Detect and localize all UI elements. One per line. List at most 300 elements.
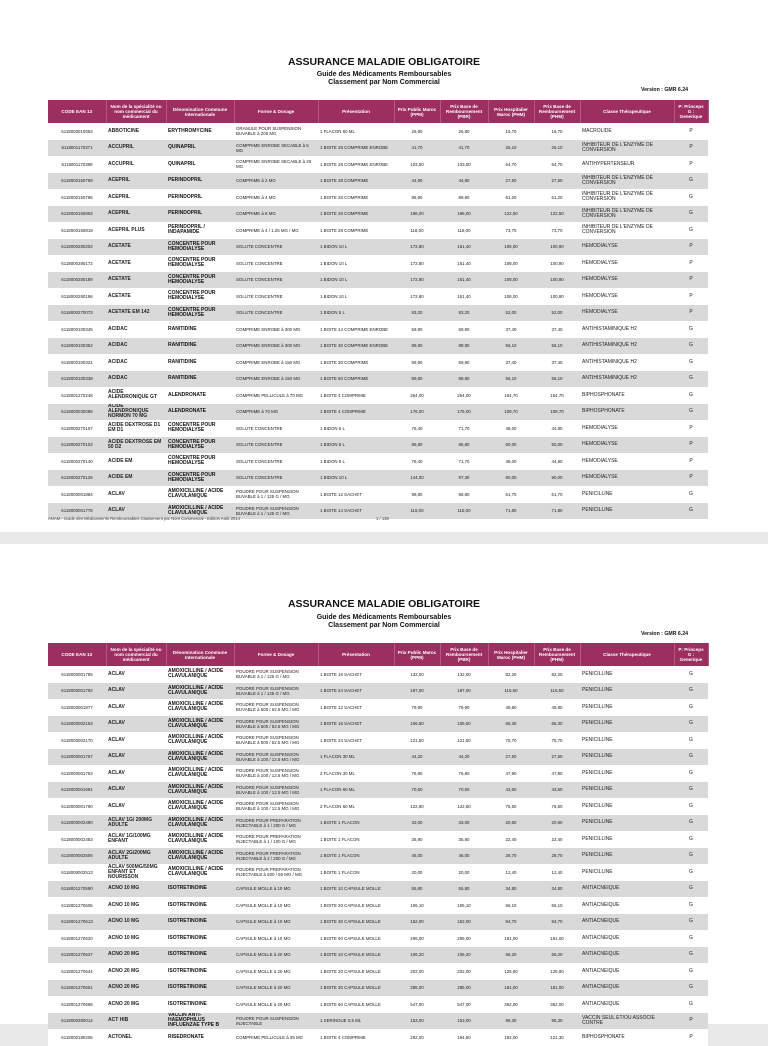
cell-presentation: 1 BOITE 28 COMPRIME [318,222,394,239]
cell-forme: COMPRIME ENROBE à 150 MG [234,354,318,371]
cell-ppm: 59,90 [394,354,440,371]
cell-pbrh: 28,70 [534,848,580,865]
col-header-ean: CODE EAN 13 [48,643,106,666]
cell-presentation: 1 BIDON 10 L [318,272,394,289]
cell-pbrh: 73,70 [534,222,580,239]
cell-nom: ACLAV [106,503,166,520]
cell-dci: CONCENTRE POUR HEMODIALYSE [166,272,234,289]
table-header-row [48,100,708,123]
cell-nom: ACT HIB [106,1013,166,1030]
table-row [48,288,708,305]
cell-dci: AMOXICILLINE / ACIDE CLAVULANIQUE [166,864,234,881]
col-header-phm: Prix Hospitalier Maroc (PHM) [488,643,534,666]
cell-ppm: 46,00 [394,848,440,865]
col-header-pbr: Prix Base de Remboursement (PBR) [440,100,488,123]
cell-ean: 6118001170388 [48,156,106,173]
cell-presentation: 1 BOITE 4 COMPRIME [318,404,394,421]
cell-ean: 6118000150819 [48,222,106,239]
cell-ean: 6118001270637 [48,947,106,964]
table-row [48,140,708,157]
cell-ean: 6118000100345 [48,321,106,338]
cell-pbrh: 50,00 [534,437,580,454]
col-header-ppm: Prix Public Maroc (PPM) [394,100,440,123]
cell-classe: PENICILLINE [580,798,674,815]
cell-ean: 6118000280202 [48,239,106,256]
cell-nom: ACLAV 1G/100MG ENFANT [106,831,166,848]
cell-pg: P [674,239,708,256]
cell-phm: 48,00 [488,420,534,437]
cell-ean: 6118000001884 [48,486,106,503]
cell-dci: CONCENTRE POUR HEMODIALYSE [166,255,234,272]
cell-pbrh: 66,20 [534,947,580,964]
cell-dci: AMOXICILLINE / ACIDE CLAVULANIQUE [166,666,234,683]
cell-pg: P [674,420,708,437]
cell-presentation: 1 SERINGUE 0,5 ML [318,1013,394,1030]
cell-pg: G [674,815,708,832]
cell-phm: 37,40 [488,354,534,371]
cell-ppm: 196,00 [394,206,440,223]
document-title: ASSURANCE MALADIE OBLIGATOIRE [287,56,481,68]
cell-nom: ACETATE [106,239,166,256]
col-header-pg: P: Princeps G : Generique [674,100,708,123]
cell-forme: SOLUTE CONCENTRE [234,239,318,256]
cell-forme: COMPRIME PELLICULE à 35 MG [234,1029,318,1046]
table-row [48,1029,708,1046]
cell-pbr: 161,40 [440,272,488,289]
cell-pbr: 71,70 [440,453,488,470]
cell-pbrh: 27,50 [534,173,580,190]
cell-phm: 47,90 [488,765,534,782]
cell-ppm: 121,50 [394,732,440,749]
cell-pbr: 121,50 [440,732,488,749]
cell-ppm: 59,90 [394,321,440,338]
table-row [48,732,708,749]
cell-ppm: 98,90 [394,189,440,206]
table-row [48,123,708,140]
cell-dci: CONCENTRE POUR HEMODIALYSE [166,239,234,256]
cell-presentation: 1 BOITE 60 COMPRIME [318,371,394,388]
cell-nom: ACNO 10 MG [106,881,166,898]
cell-pg: P [674,156,708,173]
cell-forme: POUDRE POUR SUSPENSION BUVABLE à 500 / 62.5 MG / MG [234,716,318,733]
cell-ean: 6118001270606 [48,897,106,914]
cell-dci: QUINAPRIL [166,140,234,157]
cell-forme: CAPSULE MOLLE à 10 MG [234,897,318,914]
cell-dci: ISOTRETINOINE [166,914,234,931]
cell-ppm: 76,80 [394,765,440,782]
cell-nom: ACETATE [106,255,166,272]
version-label: Version : GMR 6.24 [641,87,688,93]
cell-phm: 75,70 [488,732,534,749]
cell-phm: 82,20 [488,666,534,683]
table-row [48,798,708,815]
cell-pbr: 161,40 [440,288,488,305]
cell-pbrh: 100,90 [534,288,580,305]
cell-phm: 108,00 [488,255,534,272]
cell-ppm: 547,00 [394,996,440,1013]
cell-ppm: 144,00 [394,470,440,487]
cell-pbr: 187,00 [440,683,488,700]
cell-ean: 6118000150802 [48,206,106,223]
table-row [48,387,708,404]
cell-pbrh: 37,40 [534,321,580,338]
cell-pbr: 118,00 [440,222,488,239]
cell-pg: G [674,189,708,206]
cell-pg: P [674,123,708,140]
cell-nom: ACLAV [106,732,166,749]
cell-presentation: 1 BOITE 28 COMPRIME ENROBE [318,140,394,157]
cell-forme: COMPRIME ENROBE à 150 MG [234,371,318,388]
page-footer: ANAM - Guide des Médicaments Remboursables Classement par Nom Commercial - Edition Août 2014 [48,516,241,521]
cell-pbr: 153,00 [440,1013,488,1030]
table-row [48,963,708,980]
cell-forme: POUDRE POUR SUSPENSION BUVABLE à 100 / 12.5 MG / MG [234,749,318,766]
cell-pbr: 103,50 [440,156,488,173]
version-label: Version : GMR 6.24 [641,631,688,637]
cell-nom: ACLAV 2G/200MG ADULTE [106,848,166,865]
table-row [48,338,708,355]
col-header-dci: Dénomination Commune Internationale [166,100,234,123]
cell-forme: POUDRE POUR SUSPENSION BUVABLE à 500 / 62.5 MG / MG [234,732,318,749]
cell-ean: 6118000150796 [48,189,106,206]
cell-ppm: 20,00 [394,864,440,881]
cell-dci: ISOTRETINOINE [166,881,234,898]
cell-pg: G [674,897,708,914]
cell-nom: ACLAV [106,798,166,815]
cell-presentation: 1 BIDON 5 L [318,453,394,470]
cell-pg: P [674,437,708,454]
cell-pg: G [674,206,708,223]
cell-nom: ACLAV [106,765,166,782]
cell-dci: PERINDOPRIL [166,173,234,190]
cell-forme: SOLUTE CONCENTRE [234,288,318,305]
table-row [48,173,708,190]
cell-presentation: 1 BOITE 30 CAPSULE MOLLE [318,980,394,997]
cell-classe: ANTIHISTAMINIQUE H2 [580,371,674,388]
cell-presentation: 1 BOITE 28 COMPRIME [318,189,394,206]
cell-ppm: 41,70 [394,140,440,157]
document-title: ASSURANCE MALADIE OBLIGATOIRE [287,598,481,610]
col-header-nom: Nom de la spécialité ou nom commercial du médicament [106,100,166,123]
cell-classe: PENICILLINE [580,666,674,683]
cell-pg: G [674,864,708,881]
table-row [48,222,708,239]
table-row [48,897,708,914]
cell-forme: COMPRIME à 2 MG [234,173,318,190]
cell-pbrh: 43,60 [534,782,580,799]
cell-pbr: 83,20 [440,305,488,322]
cell-classe: HEMODIALYSE [580,305,674,322]
cell-phm: 27,50 [488,749,534,766]
cell-pbrh: 22,40 [534,831,580,848]
cell-presentation: 1 FLACON 30 ML [318,749,394,766]
table-row [48,947,708,964]
cell-ean: 6118001270248 [48,387,106,404]
cell-classe: PENICILLINE [580,503,674,520]
cell-pbrh: 44,80 [534,453,580,470]
cell-forme: COMPRIME à 4 MG [234,189,318,206]
cell-classe: HEMODIALYSE [580,420,674,437]
cell-pbrh: 49,80 [534,699,580,716]
cell-dci: CONCENTRE POUR HEMODIALYSE [166,470,234,487]
cell-pbrh: 27,50 [534,749,580,766]
cell-pbrh: 66,10 [534,897,580,914]
cell-presentation: 1 BOITE 60 CAPSULE MOLLE [318,930,394,947]
cell-classe: PENICILLINE [580,683,674,700]
cell-ppm: 79,90 [394,699,440,716]
cell-pbr: 122,80 [440,798,488,815]
cell-dci: AMOXICILLINE / ACIDE CLAVULANIQUE [166,683,234,700]
cell-phm: 108,00 [488,239,534,256]
cell-ppm: 172,80 [394,288,440,305]
cell-nom: ACTONEL [106,1029,166,1046]
table-row [48,848,708,865]
cell-nom: ACCUPRIL [106,156,166,173]
cell-dci: AMOXICILLINE / ACIDE CLAVULANIQUE [166,699,234,716]
cell-forme: COMPRIME ENROBE SECABLE à 20 MG [234,156,318,173]
cell-nom: ACIDAC [106,371,166,388]
cell-nom: ACLAV [106,683,166,700]
cell-pbr: 86,80 [440,437,488,454]
cell-nom: ACIDAC [106,321,166,338]
cell-pbrh: 61,70 [534,486,580,503]
cell-ean: 6118000100352 [48,338,106,355]
cell-forme: POUDRE POUR SUSPENSION BUVABLE à 1 / 125 G / MG [234,503,318,520]
cell-ppm: 86,80 [394,437,440,454]
cell-presentation: 1 BOITE 30 COMPRIME [318,354,394,371]
cell-presentation: 1 BIDON 5 L [318,305,394,322]
cell-classe: HEMODIALYSE [580,288,674,305]
cell-nom: ACIDE ALENDRONIQUE GT [106,387,166,404]
cell-pg: G [674,782,708,799]
cell-pg: P [674,288,708,305]
cell-presentation: 1 BOITE 24 SACHET [318,683,394,700]
cell-pg: G [674,387,708,404]
cell-dci: AMOXICILLINE / ACIDE CLAVULANIQUE [166,815,234,832]
cell-pg: G [674,963,708,980]
cell-ppm: 76,40 [394,453,440,470]
cell-ean: 6118000001691 [48,782,106,799]
cell-phm: 61,70 [488,486,534,503]
cell-ppm: 202,00 [394,963,440,980]
cell-ean: 6118000380014 [48,1013,106,1030]
cell-phm: 94,70 [488,914,534,931]
cell-ean: 6118000270140 [48,453,106,470]
cell-ean: 6118000001778 [48,503,106,520]
cell-ppm: 172,80 [394,255,440,272]
cell-pbrh: 122,50 [534,206,580,223]
cell-classe: ANTIACNEIQUE [580,980,674,997]
cell-pbr: 161,40 [440,255,488,272]
cell-classe: INHIBITEUR DE L'ENZYME DE CONVERSION [580,189,674,206]
cell-pbr: 33,00 [440,815,488,832]
cell-phm: 64,70 [488,156,534,173]
cell-ean: 6118000180205 [48,1029,106,1046]
cell-pbrh: 61,20 [534,189,580,206]
cell-phm: 108,00 [488,272,534,289]
cell-pg: P [674,305,708,322]
table-row [48,437,708,454]
cell-presentation: 1 BIDON 10 L [318,255,394,272]
document-page-2 [0,544,768,1040]
cell-ppm: 122,80 [394,798,440,815]
cell-classe: ANTIHISTAMINIQUE H2 [580,338,674,355]
cell-forme: SOLUTE CONCENTRE [234,453,318,470]
cell-pg: G [674,371,708,388]
cell-pbr: 98,90 [440,189,488,206]
cell-pbrh: 34,80 [534,881,580,898]
cell-nom: ACLAV [106,782,166,799]
cell-pg: G [674,996,708,1013]
cell-pbr: 285,00 [440,980,488,997]
cell-nom: ACIDE DEXTROSE EM 50 D2 [106,437,166,454]
cell-dci: PERINDOPRIL / INDAPAMIDE [166,222,234,239]
cell-classe: INHIBITEUR DE L'ENZYME DE CONVERSION [580,140,674,157]
cell-pbr: 176,00 [440,404,488,421]
cell-pg: G [674,947,708,964]
cell-forme: POUDRE POUR SUSPENSION INJECTABLE [234,1013,318,1030]
cell-dci: CONCENTRE POUR HEMODIALYSE [166,288,234,305]
cell-classe: ANTIACNEIQUE [580,947,674,964]
cell-forme: SOLUTE CONCENTRE [234,437,318,454]
cell-classe: PENICILLINE [580,815,674,832]
cell-pg: G [674,683,708,700]
cell-forme: SOLUTE CONCENTRE [234,420,318,437]
cell-forme: POUDRE POUR SUSPENSION BUVABLE à 100 / 12.5 MG / MG [234,765,318,782]
cell-ean: 6118000002170 [48,732,106,749]
cell-pbr: 97,30 [440,470,488,487]
cell-nom: ABBOTICINE [106,123,166,140]
col-header-pbr: Prix Base de Remboursement (PBR) [440,643,488,666]
table-row [48,272,708,289]
cell-ppm: 285,00 [394,980,440,997]
cell-forme: POUDRE POUR SUSPENSION BUVABLE à 1 / 125 G / MG [234,486,318,503]
col-header-forme: Forme & Dosage [234,100,318,123]
cell-pbr: 55,80 [440,881,488,898]
cell-pbrh: 181,00 [534,980,580,997]
cell-presentation: 1 BOITE 14 SACHET [318,503,394,520]
cell-pbrh: 75,70 [534,732,580,749]
cell-ppm: 153,00 [394,1013,440,1030]
cell-forme: POUDRE POUR PREPARATION INJECTABLE à 1 / 200 G / MG [234,815,318,832]
cell-presentation: 1 BOITE 30 COMPRIME ENROBE [318,338,394,355]
cell-ean: 6118000010053 [48,123,106,140]
cell-nom: ACNO 10 MG [106,930,166,947]
cell-pbr: 106,50 [440,716,488,733]
cell-phm: 66,20 [488,947,534,964]
cell-pbrh: 26,10 [534,140,580,157]
cell-pbrh: 94,70 [534,914,580,931]
cell-nom: ACIDE DEXTROSE D1 EM D1 [106,420,166,437]
cell-presentation: 1 BOITE 20 CAPSULE MOLLE [318,963,394,980]
table-row [48,239,708,256]
cell-pg: G [674,848,708,865]
cell-phm: 181,00 [488,980,534,997]
cell-phm: 71,80 [488,503,534,520]
cell-ppm: 295,00 [394,930,440,947]
cell-dci: ISOTRETINOINE [166,930,234,947]
cell-nom: ACNO 20 MG [106,963,166,980]
cell-nom: ACIDE ALENDRONIQUE NORMON 70 MG [106,404,166,421]
cell-pbr: 547,00 [440,996,488,1013]
cell-dci: AMOXICILLINE / ACIDE CLAVULANIQUE [166,732,234,749]
cell-phm: 108,00 [488,288,534,305]
cell-presentation: 1 BOITE 20 CAPSULE MOLLE [318,897,394,914]
cell-presentation: 1 FLACON 60 ML [318,123,394,140]
cell-nom: ACETATE EM 142 [106,305,166,322]
col-header-ean: CODE EAN 13 [48,100,106,123]
cell-ean: 6118000270102 [48,437,106,454]
cell-dci: RANITIDINE [166,338,234,355]
cell-phm: 90,00 [488,470,534,487]
cell-pg: G [674,831,708,848]
cell-presentation: 1 BOITE 28 COMPRIME ENROBE [318,156,394,173]
cell-phm: 34,80 [488,881,534,898]
cell-ppm: 26,80 [394,123,440,140]
cell-pbrh: 20,60 [534,815,580,832]
cell-pbr: 44,90 [440,173,488,190]
cell-pbrh: 125,90 [534,963,580,980]
cell-nom: ACEPRIL [106,189,166,206]
cell-ppm: 264,00 [394,387,440,404]
cell-classe: PENICILLINE [580,765,674,782]
cell-presentation: 1 BOITE 12 SACHET [318,699,394,716]
cell-pbrh: 121,30 [534,1029,580,1046]
cell-ppm: 176,00 [394,404,440,421]
cell-forme: SOLUTE CONCENTRE [234,255,318,272]
table-row [48,980,708,997]
cell-pg: G [674,503,708,520]
cell-presentation: 1 BOITE 30 CAPSULE MOLLE [318,914,394,931]
cell-phm: 52,00 [488,305,534,322]
cell-forme: POUDRE POUR PREPARATION INJECTABLE à 1 / 100 G / MG [234,831,318,848]
cell-pg: G [674,881,708,898]
cell-pbrh: 100,90 [534,272,580,289]
document-subtitle: Guide des Médicaments Remboursables [316,71,452,78]
cell-phm: 73,70 [488,222,534,239]
cell-forme: CAPSULE MOLLE à 10 MG [234,914,318,931]
cell-pbr: 89,80 [440,338,488,355]
cell-phm: 28,70 [488,848,534,865]
cell-ean: 6118001270613 [48,914,106,931]
cell-presentation: 1 BIDON 10 L [318,470,394,487]
cell-ean: 6118001270668 [48,996,106,1013]
cell-pbr: 26,80 [440,123,488,140]
cell-ean: 6118000001792 [48,683,106,700]
cell-dci: CONCENTRE POUR HEMODIALYSE [166,305,234,322]
cell-forme: GRANULE POUR SUSPENSION BUVABLE à 200 MG [234,123,318,140]
cell-phm: 27,50 [488,173,534,190]
cell-dci: AMOXICILLINE / ACIDE CLAVULANIQUE [166,486,234,503]
cell-ean: 6118001270644 [48,963,106,980]
cell-ean: 6118000280172 [48,255,106,272]
cell-phm: 56,10 [488,338,534,355]
cell-ean: 6118000150789 [48,173,106,190]
cell-phm: 122,50 [488,206,534,223]
cell-dci: ISOTRETINOINE [166,963,234,980]
cell-dci: RANITIDINE [166,354,234,371]
cell-pbrh: 16,70 [534,123,580,140]
cell-forme: COMPRIME à 4 / 1.25 MG / MG [234,222,318,239]
cell-forme: POUDRE POUR SUSPENSION BUVABLE à 100 / 12.5 MG / MG [234,798,318,815]
cell-pbrh: 52,00 [534,305,580,322]
cell-presentation: 1 BOITE 4 COMPRIME [318,1029,394,1046]
cell-phm: 26,10 [488,140,534,157]
cell-dci: VACCIN ANTI-HAEMOPHILUS INFLUENZAE TYPE B [166,1013,234,1030]
cell-nom: ACIDAC [106,338,166,355]
table-row [48,354,708,371]
table-row [48,749,708,766]
